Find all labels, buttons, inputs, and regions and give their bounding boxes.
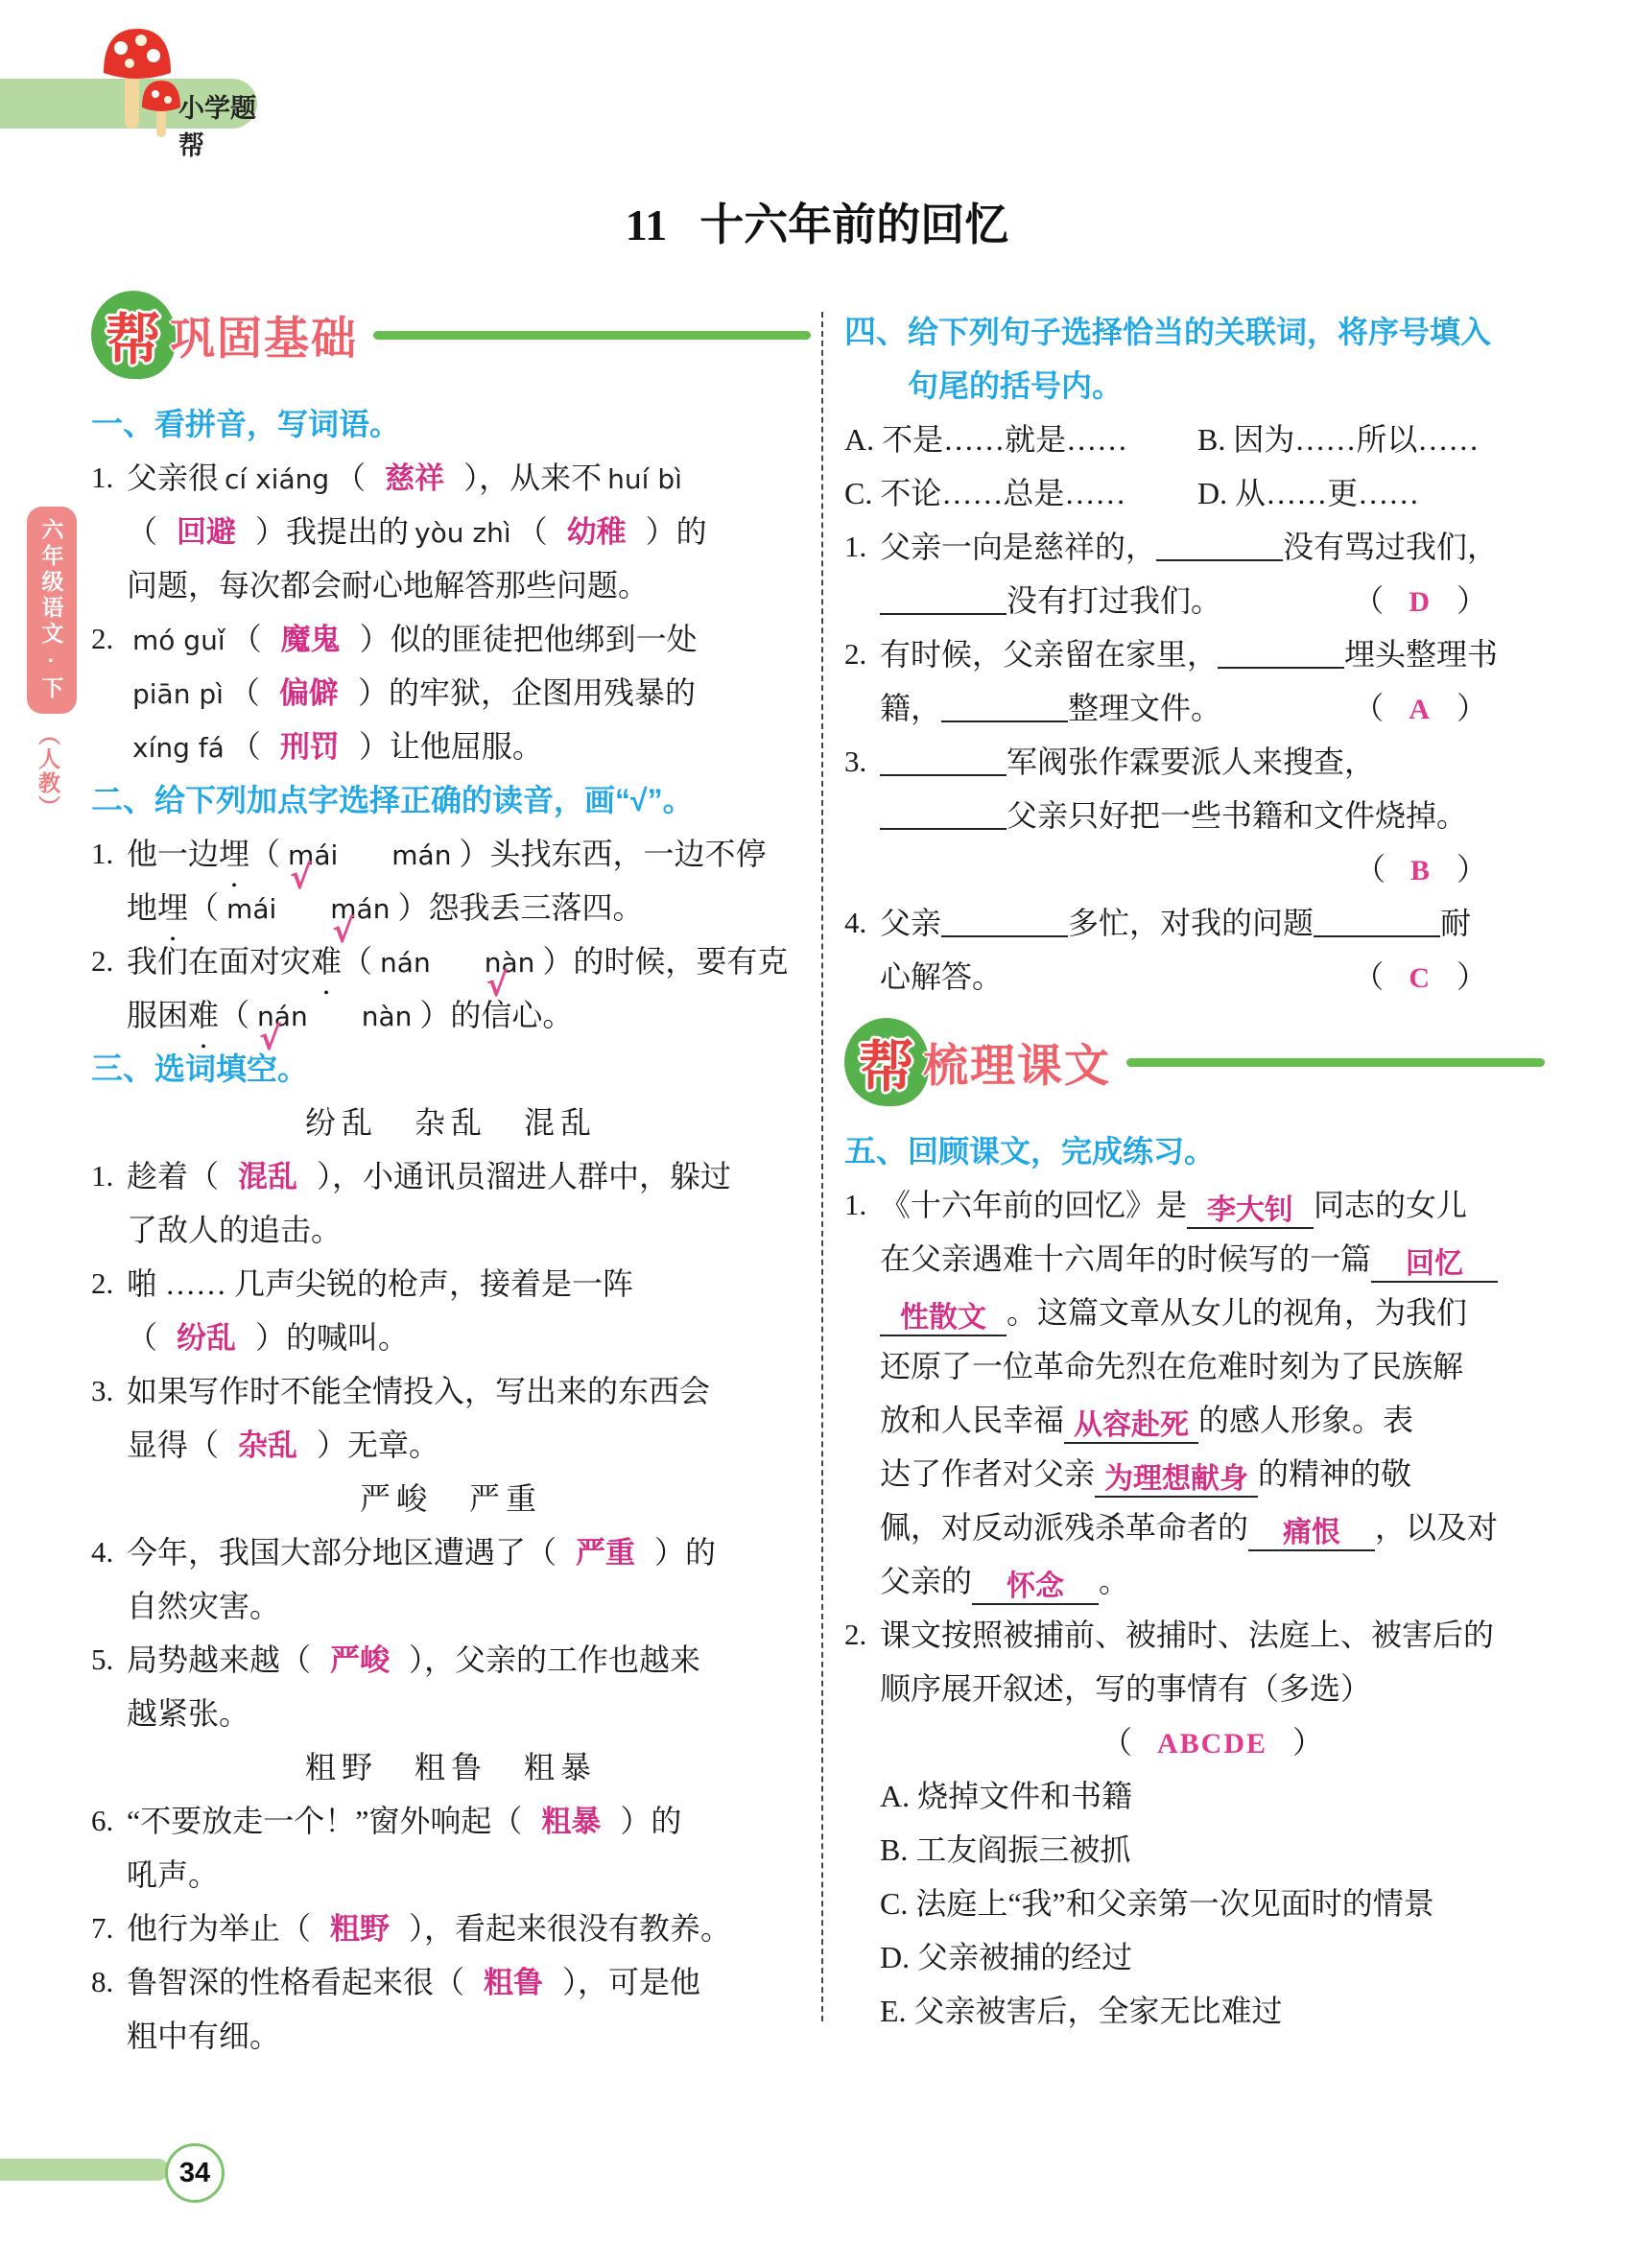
- answer-text: 粗野: [330, 1912, 391, 1946]
- exercise-item: [91, 612, 811, 773]
- lesson-number: 11: [625, 201, 668, 249]
- answer-blank: [880, 1298, 1006, 1336]
- text-segment: （: [249, 837, 281, 871]
- pinyin-text: huí bì: [607, 463, 682, 495]
- text-segment: （: [335, 461, 367, 495]
- text-segment: 顺序展开叙述，写的事情有（多选）: [880, 1671, 1372, 1706]
- exercise-heading: [844, 1124, 1545, 1178]
- pinyin-text: yòu zhì: [414, 517, 511, 549]
- text-segment: 今年，我国大部分地区遭遇了（: [127, 1535, 557, 1570]
- text-segment: ）怨我丢三落四。: [397, 890, 644, 925]
- text-segment: D. 从……更……: [1197, 476, 1420, 510]
- text-segment: ）: [1456, 691, 1487, 725]
- text-segment: 粗中有细。: [127, 2019, 281, 2053]
- exercise-item: [844, 1608, 1545, 2038]
- mushroom-icon: [96, 17, 192, 149]
- text-segment: 显得（: [127, 1428, 220, 1462]
- text-line: [844, 413, 1545, 466]
- item-number: 2.: [91, 944, 114, 978]
- right-column: [844, 305, 1545, 2038]
- text-segment: 鲁智深的性格看起来很（: [127, 1965, 465, 1999]
- text-segment: 在父亲遇难十六周年的时候写的一篇: [880, 1241, 1372, 1276]
- text-segment: 还原了一位革命先烈在危难时刻为了民族解: [880, 1349, 1464, 1383]
- text-line: [880, 735, 1545, 789]
- text-line: [127, 1203, 811, 1257]
- text-segment: 。这篇文章从女儿的视角，为我们: [1006, 1295, 1468, 1330]
- text-segment: ），父亲的工作也越来: [409, 1642, 701, 1677]
- text-segment: ）: [1456, 852, 1487, 886]
- answer-paren: [1353, 574, 1487, 629]
- text-segment: （: [229, 729, 261, 764]
- text-segment: ），从来不: [463, 461, 603, 495]
- answer-text: 严峻: [330, 1643, 391, 1677]
- exercise-item: [844, 896, 1545, 1004]
- heading-number: 五、: [844, 1133, 908, 1169]
- text-segment: 父亲: [880, 906, 942, 940]
- text-line: [880, 1339, 1545, 1393]
- sidebar-grade-tab: [27, 507, 77, 714]
- text-segment: 父亲很: [127, 461, 220, 495]
- section-underline: [1126, 1058, 1545, 1067]
- text-segment: 的精神的敬: [1258, 1456, 1412, 1491]
- heading-number: 一、: [91, 406, 154, 441]
- text-segment: 同志的女儿: [1314, 1188, 1468, 1222]
- text-segment: 选词填空。: [154, 1051, 309, 1086]
- blank-answer-text: 怀念: [1006, 1571, 1065, 1602]
- item-number: 5.: [91, 1642, 114, 1676]
- text-line: [127, 1687, 811, 1740]
- dotted-char: 埋: [157, 890, 189, 925]
- answer-text: 粗鲁: [484, 1966, 544, 1999]
- text-segment: 佩，对反动派残杀革命者的: [880, 1510, 1249, 1545]
- blank-answer-text: 痛恨: [1283, 1517, 1341, 1548]
- text-segment: 地: [127, 890, 158, 925]
- text-segment: ）: [1456, 959, 1487, 994]
- text-line: [154, 773, 811, 827]
- text-segment: 他一边: [127, 837, 220, 871]
- text-line: [880, 1447, 1545, 1500]
- text-line: [880, 1877, 1545, 1930]
- item-number: 4.: [844, 906, 867, 939]
- text-segment: 啪 …… 几声尖锐的枪声，接着是一阵: [127, 1266, 634, 1301]
- page-number-badge: [165, 2143, 225, 2203]
- answer-paren: [1353, 950, 1487, 1005]
- answer-blank: [1187, 1191, 1314, 1229]
- answer-letter: C: [1409, 962, 1432, 994]
- text-line: [880, 842, 1545, 896]
- dotted-char: 难: [188, 998, 220, 1032]
- text-segment: （: [228, 675, 260, 710]
- text-line: [127, 1794, 811, 1848]
- brand-name: 小学题帮: [178, 94, 256, 160]
- text-segment: 自然灾害。: [127, 1589, 281, 1623]
- blank-answer-text: 从容赴死: [1074, 1409, 1190, 1441]
- dotted-char: 难: [311, 944, 343, 979]
- exercise-item: [91, 1149, 811, 1257]
- option-row: [844, 413, 1545, 520]
- exercise-item: [91, 1955, 811, 2063]
- text-segment: （: [516, 514, 548, 549]
- text-segment: 军阀张作霖要派人来搜查，: [1006, 744, 1376, 779]
- answer-text: 纷乱: [177, 1321, 237, 1355]
- pinyin-option: mái: [226, 893, 277, 925]
- item-number: 6.: [91, 1804, 114, 1837]
- text-line: [127, 2009, 811, 2063]
- answer-blank: [972, 1567, 1099, 1605]
- text-segment: 父亲一向是慈祥的，: [880, 530, 1157, 564]
- text-segment: 父亲的: [880, 1564, 973, 1598]
- text-line: [127, 505, 811, 558]
- answer-text: 杂乱: [238, 1429, 298, 1462]
- text-segment: 没有骂过我们，: [1283, 530, 1499, 564]
- answer-blank: [1156, 523, 1283, 561]
- text-segment: （: [1353, 959, 1385, 994]
- pinyin-text: piān pì: [132, 678, 224, 710]
- answer-letter: B: [1409, 855, 1432, 886]
- text-segment: ）的牢狱，企图用残暴的: [357, 675, 696, 710]
- text-line: [880, 574, 1545, 627]
- pinyin-option-checked: mán √: [330, 883, 390, 936]
- text-segment: 趁着（: [127, 1159, 220, 1193]
- badge-text: 帮: [858, 1036, 914, 1099]
- text-segment: “不要放走一个！”窗外响起（: [127, 1804, 523, 1838]
- text-line: [127, 720, 811, 773]
- item-number: 1.: [91, 1159, 114, 1193]
- exercise-item: [91, 1902, 811, 1955]
- answer-blank: [880, 791, 1006, 830]
- text-line: [880, 1178, 1545, 1232]
- text-line: [880, 896, 1545, 950]
- blank-answer-text: 回忆: [1406, 1248, 1464, 1280]
- exercise-item: [91, 827, 811, 934]
- text-segment: 吼声。: [127, 1857, 220, 1892]
- answer-paren: [1353, 681, 1487, 737]
- dotted-char: 埋: [219, 837, 250, 871]
- text-segment: 多忙，对我的问题: [1068, 906, 1314, 940]
- section-title: 巩固基础: [170, 312, 358, 364]
- text-line: [880, 1662, 1545, 1715]
- exercise-heading: [91, 773, 811, 827]
- section-badge: [844, 1018, 929, 1106]
- text-line: [127, 1902, 811, 1955]
- exercise-heading: [844, 305, 1545, 413]
- exercise-item: [844, 735, 1545, 896]
- text-segment: ）的: [620, 1804, 682, 1838]
- pinyin-option: mán: [391, 839, 452, 871]
- text-segment: 越紧张。: [127, 1696, 250, 1731]
- left-column: [91, 276, 811, 2063]
- text-line: [844, 466, 1545, 520]
- text-segment: 的感人形象。表: [1198, 1403, 1414, 1437]
- text-segment: A. 烧掉文件和书籍: [880, 1779, 1133, 1813]
- text-line: [127, 558, 811, 612]
- answer-blank: [1314, 899, 1440, 937]
- text-segment: ）的喊叫。: [255, 1320, 410, 1355]
- text-line: [880, 1393, 1545, 1447]
- text-line: [127, 1579, 811, 1633]
- text-line: [880, 1715, 1545, 1769]
- text-segment: ），看起来很没有教养。: [409, 1911, 732, 1946]
- exercise-item: [844, 627, 1545, 735]
- text-segment: ）我提出的: [255, 514, 410, 549]
- blank-answer-text: 性散文: [900, 1302, 986, 1334]
- text-line: [908, 1124, 1545, 1178]
- item-number: 1.: [91, 461, 114, 494]
- answer-paren: [1355, 842, 1487, 898]
- text-segment: 句尾的括号内。: [908, 368, 1124, 403]
- text-segment: 给下列句子选择恰当的关联词，将序号填入: [908, 315, 1492, 349]
- text-segment: 有时候，父亲留在家里，: [880, 637, 1219, 672]
- answer-blank: [1248, 1513, 1375, 1551]
- page-number-bar: [0, 2159, 169, 2181]
- answer-text: 慈祥: [385, 461, 445, 495]
- text-line: [127, 1955, 811, 2009]
- item-number: 1.: [844, 1188, 867, 1221]
- text-segment: 没有打过我们。: [1006, 583, 1222, 618]
- text-segment: 回顾课文，完成练习。: [908, 1134, 1216, 1169]
- text-line: [127, 934, 811, 988]
- text-segment: B. 工友阎振三被抓: [880, 1832, 1131, 1867]
- exercise-item: [844, 520, 1545, 627]
- heading-number: 四、: [844, 314, 908, 349]
- answer-letter: ABCDE: [1156, 1728, 1267, 1760]
- exercise-item: [91, 934, 811, 1042]
- text-line: [127, 1364, 811, 1418]
- section-underline: [373, 331, 811, 340]
- text-line: [127, 881, 811, 934]
- text-segment: （: [127, 514, 158, 549]
- item-number: 4.: [91, 1535, 114, 1569]
- text-segment: 。: [1099, 1564, 1130, 1598]
- text-segment: C. 不论……总是……: [844, 476, 1126, 510]
- pinyin-option: nán: [380, 947, 431, 979]
- text-line: [880, 789, 1545, 842]
- text-segment: 看拼音，写词语。: [154, 407, 401, 441]
- pinyin-option-checked: nàn √: [485, 936, 535, 990]
- pinyin-text: xíng fá: [132, 732, 225, 764]
- text-segment: （: [342, 944, 373, 979]
- text-segment: 了敌人的追击。: [127, 1213, 343, 1247]
- text-segment: 课文按照被捕前、被捕时、法庭上、被害后的: [880, 1618, 1495, 1652]
- text-line: [880, 1769, 1545, 1823]
- pinyin-text: mó guǐ: [132, 625, 225, 656]
- text-line: [127, 666, 811, 720]
- text-segment: 问题，每次都会耐心地解答那些问题。: [127, 568, 650, 602]
- text-segment: （: [1354, 852, 1385, 886]
- text-line: [127, 1418, 811, 1472]
- answer-blank: [880, 738, 1006, 776]
- exercise-heading: [91, 397, 811, 451]
- item-number: 3.: [91, 1374, 114, 1407]
- exercise-item: [91, 1525, 811, 1633]
- exercise-item: [844, 1178, 1545, 1608]
- text-segment: 局势越来越（: [127, 1642, 312, 1677]
- section-header: [844, 1005, 1545, 1119]
- section-header: [91, 278, 811, 391]
- text-line: [880, 627, 1545, 681]
- text-line: [880, 520, 1545, 574]
- text-segment: 《十六年前的回忆》是: [880, 1188, 1188, 1222]
- answer-text: 回避: [177, 515, 237, 549]
- text-segment: D. 父亲被捕的经过: [880, 1940, 1133, 1974]
- text-segment: 心解答。: [880, 959, 1004, 994]
- text-segment: 籍，: [880, 691, 942, 725]
- text-line: [127, 1525, 811, 1579]
- answer-blank: [1218, 630, 1344, 669]
- item-number: 7.: [91, 1911, 114, 1945]
- text-line: [880, 1608, 1545, 1662]
- text-segment: 给下列加点字选择正确的读音，画“√”。: [154, 783, 694, 817]
- text-segment: 服困: [127, 998, 189, 1032]
- text-segment: E. 父亲被害后，全家无比难过: [880, 1994, 1283, 2028]
- item-number: 2.: [91, 1266, 114, 1300]
- text-segment: （: [1353, 583, 1385, 618]
- answer-blank: [941, 899, 1068, 937]
- column-divider: [821, 312, 823, 2021]
- text-segment: 埋头整理书: [1344, 637, 1499, 672]
- answer-blank: [1095, 1459, 1258, 1498]
- badge-text: 帮: [105, 309, 161, 371]
- text-line: [908, 359, 1545, 413]
- brand-banner: [0, 79, 257, 160]
- text-segment: （: [188, 890, 220, 925]
- exercise-item: [91, 1364, 811, 1472]
- text-line: [127, 1848, 811, 1902]
- item-number: 1.: [844, 530, 867, 563]
- pinyin-option-checked: nán √: [257, 990, 308, 1044]
- text-segment: （: [219, 998, 250, 1032]
- text-segment: ）的时候，要有克: [542, 944, 789, 979]
- exercise-item: [91, 451, 811, 612]
- text-line: [127, 1633, 811, 1687]
- lesson-name: 十六年前的回忆: [699, 200, 1009, 249]
- answer-letter: A: [1409, 694, 1432, 725]
- section-title: 梳理课文: [923, 1039, 1111, 1091]
- blank-answer-text: 李大钊: [1207, 1194, 1294, 1226]
- text-segment: ）: [1292, 1725, 1324, 1760]
- sidebar-grade-label: 六年级语文·下: [38, 518, 64, 702]
- text-segment: C. 法庭上“我”和父亲第一次见面时的情景: [880, 1886, 1434, 1921]
- text-segment: ）似的匪徒把他绑到一处: [359, 622, 698, 656]
- text-line: [127, 1149, 811, 1203]
- text-segment: 父亲只好把一些书籍和文件烧掉。: [1006, 798, 1468, 833]
- text-segment: ）: [1456, 583, 1487, 618]
- exercise-heading: [91, 1042, 811, 1096]
- item-number: 2.: [844, 1618, 867, 1651]
- answer-text: 幼稚: [566, 515, 627, 549]
- blank-answer-text: 为理想献身: [1104, 1463, 1249, 1495]
- answer-blank: [880, 577, 1006, 615]
- answer-letter: D: [1409, 586, 1432, 618]
- item-number: 2.: [844, 637, 867, 671]
- exercise-item: [91, 1794, 811, 1902]
- heading-number: 二、: [91, 782, 154, 817]
- text-line: [154, 397, 811, 451]
- text-line: [127, 451, 811, 505]
- word-bank: 粗野 粗鲁 粗暴: [304, 1750, 597, 1784]
- item-number: 8.: [91, 1965, 114, 1998]
- text-segment: ）的信心。: [419, 998, 574, 1032]
- answer-blank: [1371, 1244, 1498, 1283]
- text-segment: （: [1353, 691, 1385, 725]
- text-segment: 我们在面对灾: [127, 944, 312, 979]
- text-segment: 他行为举止（: [127, 1911, 312, 1946]
- text-line: [880, 1930, 1545, 1984]
- text-segment: （: [1101, 1725, 1132, 1760]
- text-line: [127, 612, 811, 666]
- page-number: 34: [178, 2158, 211, 2188]
- answer-text: 偏僻: [278, 676, 339, 710]
- text-segment: A. 不是……就是……: [844, 422, 1128, 457]
- text-line: [880, 1823, 1545, 1877]
- text-segment: 整理文件。: [1068, 691, 1222, 725]
- text-line: [154, 1042, 811, 1096]
- pinyin-text: cí xiáng: [225, 463, 330, 495]
- pinyin-option: nàn: [361, 1001, 413, 1032]
- text-line: [880, 1554, 1545, 1608]
- section-badge: [91, 291, 176, 379]
- pinyin-option-checked: mái √: [288, 829, 338, 883]
- text-segment: ）的: [654, 1535, 717, 1570]
- text-segment: ）无章。: [317, 1428, 440, 1462]
- answer-text: 严重: [576, 1536, 636, 1570]
- text-segment: ）的: [645, 514, 707, 549]
- text-line: [880, 681, 1545, 735]
- text-line: [127, 1257, 811, 1311]
- text-segment: B. 因为……所以……: [1197, 422, 1480, 457]
- text-line: [880, 1232, 1545, 1286]
- text-segment: 如果写作时不能全情投入，写出来的东西会: [127, 1374, 711, 1408]
- answer-text: 魔鬼: [280, 623, 341, 656]
- sidebar-edition-label: （人教）: [36, 723, 60, 819]
- text-segment: （: [230, 622, 262, 656]
- text-segment: 放和人民幸福: [880, 1403, 1065, 1437]
- text-segment: 耐: [1440, 906, 1472, 940]
- text-line: [127, 827, 811, 881]
- lesson-title: [0, 190, 1634, 253]
- text-segment: ），小通讯员溜进人群中，躲过: [317, 1159, 732, 1193]
- text-segment: ）让他屈服。: [358, 729, 543, 764]
- text-line: [908, 305, 1545, 359]
- item-number: 2.: [91, 622, 114, 655]
- text-segment: ）头找东西，一边不停: [459, 837, 767, 871]
- heading-number: 三、: [91, 1051, 154, 1086]
- text-line: [127, 988, 811, 1042]
- text-segment: ），可是他: [562, 1965, 701, 1999]
- text-line: [880, 1286, 1545, 1339]
- answer-text: 混乱: [238, 1160, 298, 1193]
- text-line: [127, 1311, 811, 1364]
- exercise-item: [91, 1257, 811, 1364]
- answer-blank: [1064, 1406, 1198, 1444]
- answer-blank: [941, 684, 1068, 722]
- item-number: 3.: [844, 744, 867, 778]
- exercise-item: [91, 1633, 811, 1740]
- text-segment: ，以及对: [1375, 1510, 1499, 1545]
- text-line: [880, 1984, 1545, 2038]
- item-number: 1.: [91, 837, 114, 870]
- text-line: [880, 1500, 1545, 1554]
- answer-text: 粗暴: [541, 1805, 602, 1838]
- answer-text: 刑罚: [279, 730, 340, 764]
- word-bank: 纷乱 杂乱 混乱: [304, 1105, 597, 1140]
- word-bank: 严峻 严重: [359, 1481, 542, 1516]
- text-segment: 达了作者对父亲: [880, 1456, 1096, 1491]
- text-line: [880, 950, 1545, 1004]
- text-segment: （: [127, 1320, 158, 1355]
